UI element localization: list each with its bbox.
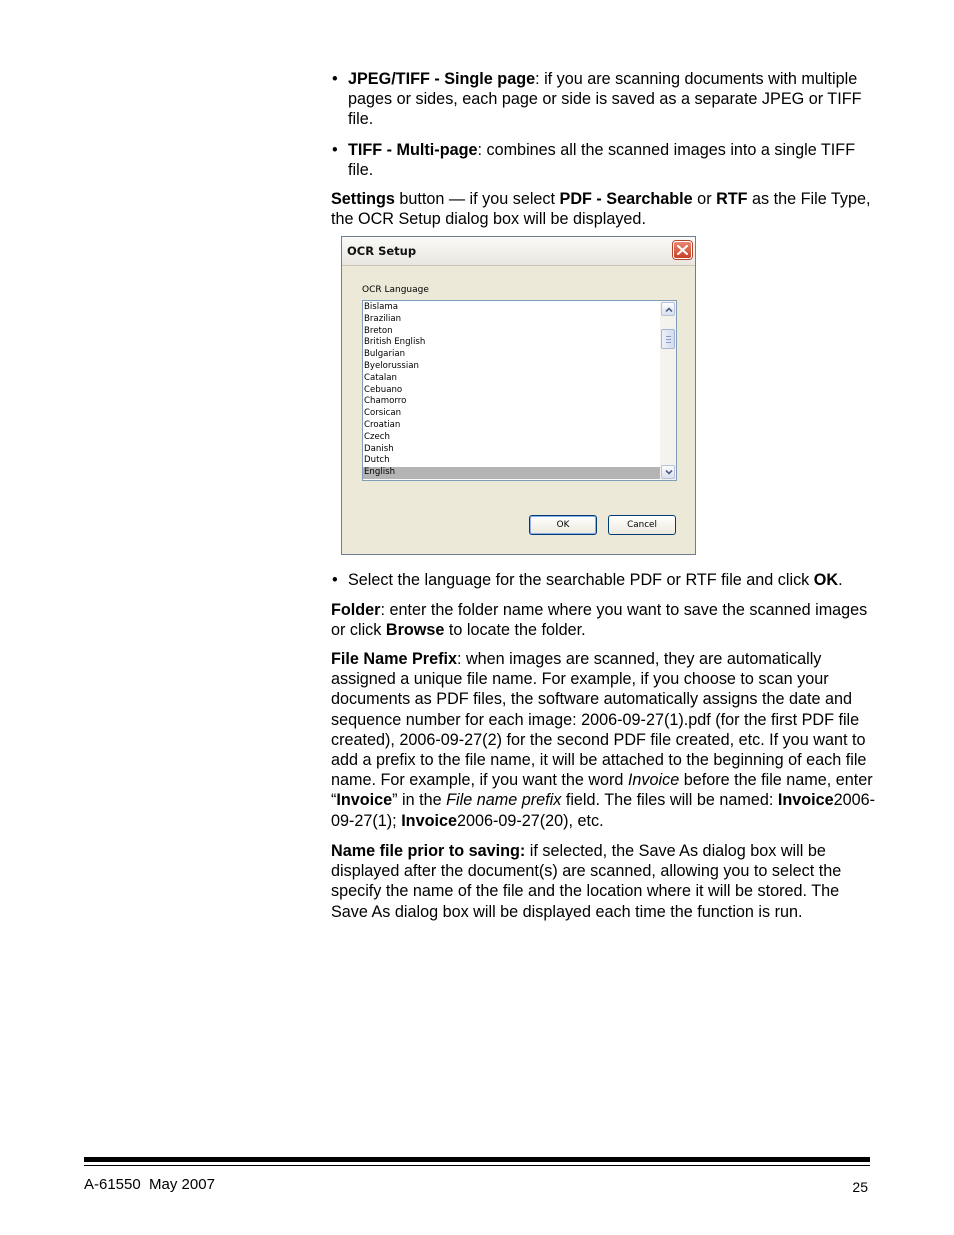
dialog-title: OCR Setup [347,244,417,258]
term-invoice: Invoice [401,811,457,830]
bullet-select-language [331,570,876,590]
term-settings: Settings [331,190,395,208]
close-icon [677,245,688,255]
text: or [692,190,717,208]
term-rtf: RTF [716,190,748,208]
term-ok: OK [813,571,839,589]
footer-doc-id: A-61550 May 2007 [84,1176,215,1193]
bullet-jpeg-tiff-single [331,69,876,130]
italic-file-name-prefix: File name prefix [446,791,562,810]
scroll-thumb[interactable] [661,329,675,349]
language-list-item[interactable]: Breton [364,325,393,336]
term-tiff-multi: TIFF - Multi-page [348,140,478,159]
language-list-item[interactable]: Brazilian [364,313,402,324]
name-file-prior-paragraph [331,841,876,922]
term-file-name-prefix: File Name Prefix [331,650,457,668]
term-folder: Folder [331,601,381,619]
settings-paragraph [331,189,876,229]
language-list-item[interactable]: Dutch [364,455,390,466]
language-list-item[interactable]: English [363,467,660,479]
term-invoice: Invoice [336,791,393,810]
grip-line [666,336,671,337]
text: 2006-09-27(20), etc. [456,811,604,830]
desc-jpeg-tiff-single: : if you are scanning documents with multiple pages or sides, each page or side is saved as a separate JPEG or TIFF file. [348,70,862,129]
text: as the File Type, the OCR Setup dialog box will be displayed. [331,190,871,229]
language-list-item[interactable]: Corsican [364,408,402,419]
language-list-item[interactable]: Croatian [364,419,401,430]
close-button[interactable] [673,241,692,259]
bullet-tiff-multi [331,140,876,180]
page-number: 25 [852,1179,868,1195]
language-list-item[interactable]: Chamorro [364,396,407,407]
list-scrollbar[interactable] [660,301,676,480]
file-name-prefix-paragraph [331,649,876,831]
term-invoice: Invoice [777,791,834,810]
language-list-item[interactable]: Danish [364,443,394,454]
language-items [363,302,660,479]
language-list-item[interactable]: Catalan [364,372,398,383]
language-list-item[interactable]: Cebuano [364,384,403,395]
language-list-item[interactable]: Bulgarian [364,349,406,360]
folder-paragraph [331,600,876,640]
chevron-down-icon [665,470,673,475]
term-browse: Browse [385,621,445,640]
bullet-dot: • [332,571,338,589]
ok-button[interactable]: OK [529,515,597,535]
italic-invoice: Invoice [627,771,680,790]
bullet-dot: • [332,140,338,159]
text: to locate the folder. [444,621,586,640]
term-name-file-prior: Name file prior to saving: [331,842,526,860]
text: 2006-09-27(1); [331,791,876,830]
ocr-language-label: OCR Language [362,285,429,295]
bullet-dot: • [332,70,338,88]
select-language-bullet [331,570,876,590]
text: field. The files will be named: [561,791,778,810]
footer-rule-thin [84,1165,870,1166]
ocr-language-list[interactable] [362,300,677,481]
language-list-item[interactable]: Czech [364,431,390,442]
scroll-down-button[interactable] [661,465,675,479]
language-list-item[interactable]: British English [364,337,426,348]
format-bullets [331,69,876,180]
text: ” in the [392,791,447,810]
grip-line [666,339,671,340]
grip-line [666,342,671,343]
language-list-item[interactable]: Byelorussian [364,360,419,371]
text: : when images are scanned, they are automatically assigned a unique file name. For example, if you choose to scan your documents as PDF files, the software automatically assigns the date and sequence number for each image: 2006-09-27(1).pdf (for the first PDF file created), 2006-09-27(2) for the second PDF file created, etc. If you want to add a prefix to the file name, it will be attached to the beginning of each file name. For example, if you want the word [331,650,867,790]
footer-rule-thick [84,1157,870,1162]
cancel-button[interactable]: Cancel [608,515,676,535]
desc-tiff-multi: : combines all the scanned images into a single TIFF file. [348,140,856,179]
text: : enter the folder name where you want to save the scanned images or click [331,601,868,640]
text: if selected, the Save As dialog box will be displayed after the document(s) are scanned, allowing you to select the specify the name of the file and the location where it will be stored. The Save As dialog box will be displayed each time the function is run. [331,842,842,921]
dialog-title-bar [342,237,695,266]
term-jpeg-tiff-single: JPEG/TIFF - Single page [348,70,536,88]
scroll-up-button[interactable] [661,302,675,316]
text: before the file name, enter “ [331,771,873,810]
ocr-setup-dialog [341,236,696,555]
language-list-item[interactable]: Bislama [364,302,399,312]
text: button — if you select [394,190,560,208]
chevron-up-icon [665,307,673,312]
term-pdf-searchable: PDF - Searchable [559,190,693,208]
text: Select the language for the searchable PDF or RTF file and click [348,571,814,589]
text: . [838,571,843,589]
